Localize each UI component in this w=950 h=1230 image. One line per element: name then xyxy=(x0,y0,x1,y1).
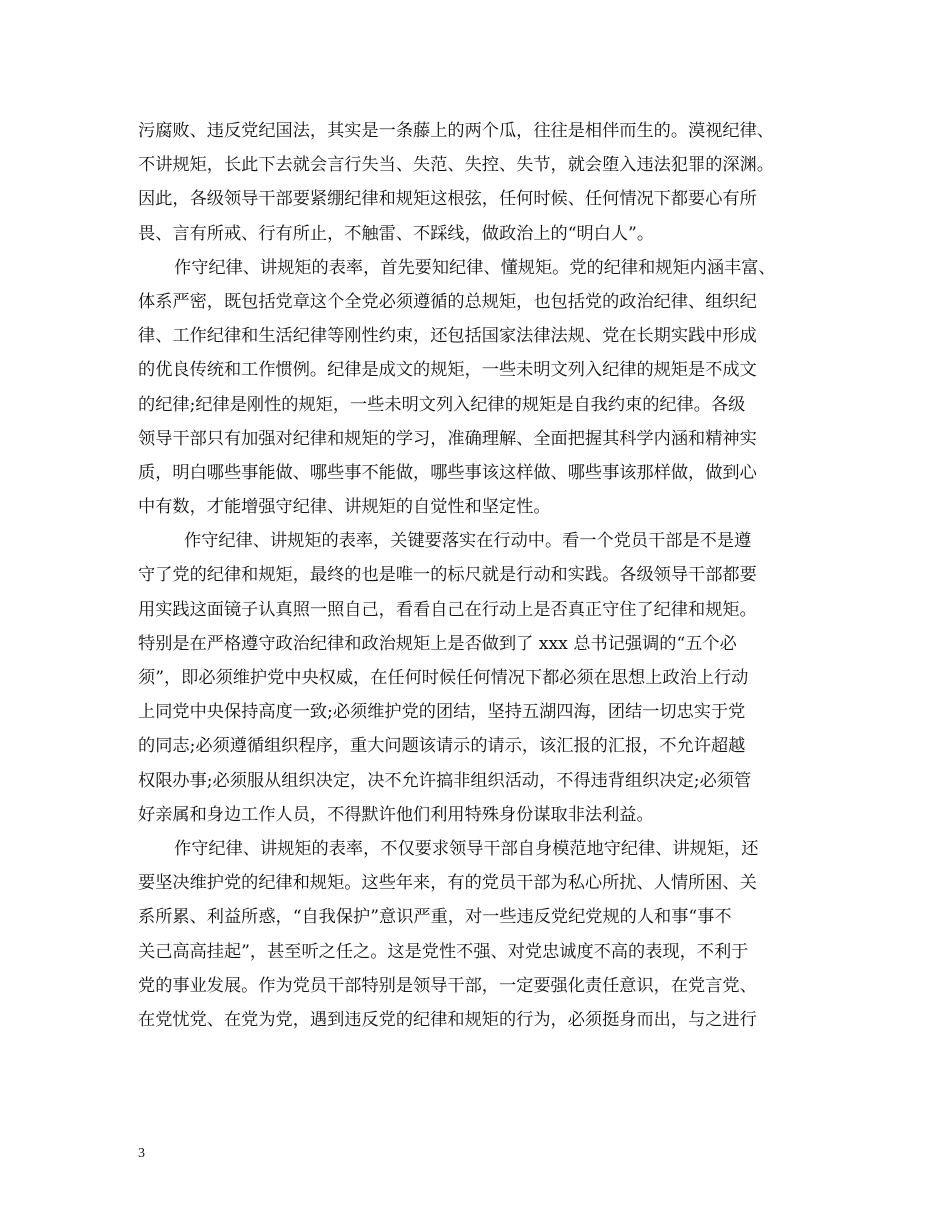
text-line: 的纪律;纪律是刚性的规矩，一些未明文列入纪律的规矩是自我约束的纪律。各级 xyxy=(138,394,746,415)
text-line: 关己高高挂起”，甚至听之任之。这是党性不强、对党忠诚度不高的表现，不利于 xyxy=(138,941,749,962)
body-text xyxy=(138,114,828,1037)
text-line: 中有数，才能增强守纪律、讲规矩的自觉性和坚定性。 xyxy=(138,497,551,518)
text-line: 质，明白哪些事能做、哪些事不能做，哪些事该这样做、哪些事该那样做，做到心 xyxy=(138,462,757,483)
paragraph-first-line: 作守纪律、讲规矩的表率，不仅要求领导干部自身模范地守纪律、讲规矩，还 xyxy=(174,838,759,859)
paragraph-first-line: 作守纪律、讲规矩的表率，关键要落实在行动中。看一个党员干部是不是遵 xyxy=(184,531,752,552)
text-line: 用实践这面镜子认真照一照自己，看看自己在行动上是否真正守住了纪律和规矩。 xyxy=(138,599,757,620)
text-line: 好亲属和身边工作人员，不得默许他们利用特殊身份谋取非法利益。 xyxy=(138,804,654,825)
text-line: 畏、言有所戒、行有所止，不触雷、不踩线，做政治上的“明白人”。 xyxy=(138,223,655,244)
text-line: 的优良传统和工作惯例。纪律是成文的规矩，一些未明文列入纪律的规矩是不成文 xyxy=(138,360,757,381)
text-line: 权限办事;必须服从组织决定，决不允许搞非组织活动，不得违背组织决定;必须管 xyxy=(138,770,752,791)
text-line: 上同党中央保持高度一致;必须维护党的团结，坚持五湖四海，团结一切忠实于党 xyxy=(138,702,746,723)
text-line: 须”，即必须维护党中央权威，在任何时候任何情况下都必须在思想上政治上行动 xyxy=(138,668,749,688)
page-number: 3 xyxy=(138,1146,145,1161)
text-line: 守了党的纪律和规矩，最终的也是唯一的标尺就是行动和实践。各级领导干部都要 xyxy=(138,565,757,586)
text-line: 特别是在严格遵守政治纪律和政治规矩上是否做到了 xxx 总书记强调的“五个必 xyxy=(138,633,737,654)
text-line: 不讲规矩，长此下去就会言行失当、失范、失控、失节，就会堕入违法犯罪的深渊。 xyxy=(138,155,774,176)
text-line: 领导干部只有加强对纪律和规矩的学习，准确理解、全面把握其科学内涵和精神实 xyxy=(138,428,757,449)
text-line: 要坚决维护党的纪律和规矩。这些年来，有的党员干部为私心所扰、人情所困、关 xyxy=(138,873,757,894)
text-line: 因此，各级领导干部要紧绷纪律和规矩这根弦，任何时候、任何情况下都要心有所 xyxy=(138,189,757,210)
text-line: 在党忧党、在党为党，遇到违反党的纪律和规矩的行为，必须挺身而出，与之进行 xyxy=(138,1009,757,1030)
text-line: 律、工作纪律和生活纪律等刚性约束，还包括国家法律法规、党在长期实践中形成 xyxy=(138,326,757,347)
text-line: 的同志;必须遵循组织程序，重大问题该请示的请示，该汇报的汇报，不允许超越 xyxy=(138,736,746,757)
text-line: 污腐败、违反党纪国法，其实是一条藤上的两个瓜，往往是相伴而生的。漠视纪律、 xyxy=(138,121,774,141)
text-line: 系所累、利益所惑，“自我保护”意识严重，对一些违反党纪党规的人和事“事不 xyxy=(138,907,732,928)
text-line: 党的事业发展。作为党员干部特别是领导干部，一定要强化责任意识，在党言党、 xyxy=(138,975,757,996)
text-line: 体系严密，既包括党章这个全党必须遵循的总规矩，也包括党的政治纪律、组织纪 xyxy=(138,291,757,312)
paragraph-first-line: 作守纪律、讲规矩的表率，首先要知纪律、懂规矩。党的纪律和规矩内涵丰富、 xyxy=(174,257,776,278)
